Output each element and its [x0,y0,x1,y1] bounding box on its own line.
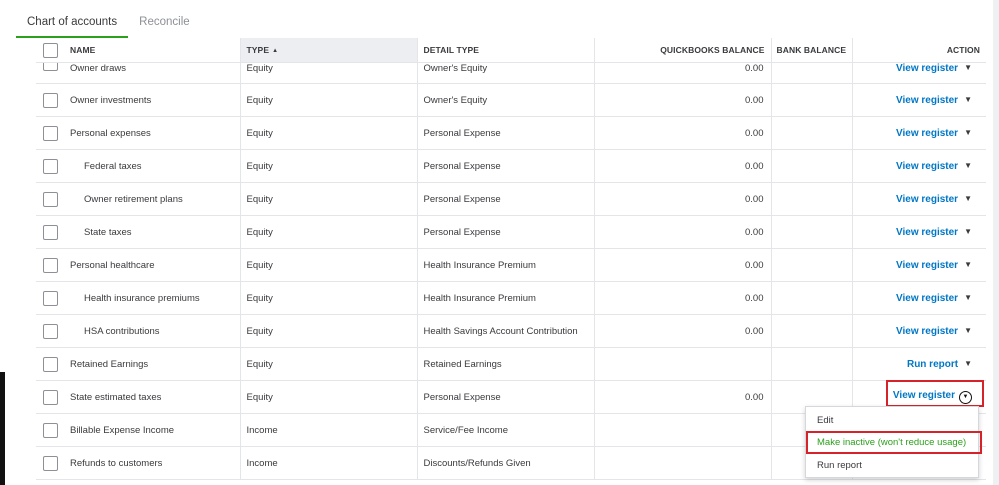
column-header-name[interactable]: NAME [64,38,240,63]
caret-down-icon[interactable]: ▼ [964,292,972,302]
column-header-detail-type[interactable]: DETAIL TYPE [417,38,594,63]
account-detail-type: Owner's Equity [417,84,594,117]
table-row [36,282,986,315]
quickbooks-balance: 0.00 [594,216,771,249]
action-cell [852,150,986,183]
bank-balance [771,183,852,216]
row-checkbox[interactable] [43,423,58,438]
table-row [36,216,986,249]
column-header-quickbooks-balance[interactable]: QUICKBOOKS BALANCE [594,38,771,63]
quickbooks-balance [594,348,771,381]
tab-chart-of-accounts[interactable]: Chart of accounts [16,0,128,38]
action-cell [852,348,986,381]
account-detail-type: Personal Expense [417,381,594,414]
caret-down-icon[interactable]: ▼ [964,63,972,72]
view-register-link[interactable]: View register [896,193,959,205]
view-register-link[interactable]: View register [896,292,959,304]
view-register-link[interactable]: View register [896,325,959,337]
bank-balance [771,315,852,348]
account-name: Personal expenses [64,117,240,150]
account-type: Equity [240,216,417,249]
table-header-row [36,38,986,63]
account-name: State estimated taxes [64,381,240,414]
account-name: Owner draws [64,63,240,84]
quickbooks-balance: 0.00 [594,381,771,414]
row-checkbox[interactable] [43,357,58,372]
action-cell [852,63,986,84]
account-detail-type: Personal Expense [417,216,594,249]
select-all-cell [36,38,64,63]
bank-balance [771,282,852,315]
account-name: State taxes [64,216,240,249]
row-checkbox[interactable] [43,324,58,339]
quickbooks-balance: 0.00 [594,282,771,315]
row-checkbox[interactable] [43,456,58,471]
action-cell [852,249,986,282]
quickbooks-balance [594,447,771,480]
account-type: Income [240,447,417,480]
caret-down-icon[interactable]: ▼ [964,358,972,368]
table-row [36,63,986,84]
left-edge-strip [0,372,5,485]
account-type: Equity [240,63,417,84]
view-register-link[interactable]: View register [896,94,959,106]
account-type: Income [240,414,417,447]
row-checkbox[interactable] [43,291,58,306]
account-type: Equity [240,150,417,183]
account-name: Personal healthcare [64,249,240,282]
table-row [36,117,986,150]
caret-down-icon[interactable]: ▼ [964,325,972,335]
caret-down-icon[interactable]: ▼ [964,193,972,203]
account-name: Billable Expense Income [64,414,240,447]
bank-balance [771,150,852,183]
row-checkbox[interactable] [43,93,58,108]
action-cell [852,282,986,315]
account-detail-type: Retained Earnings [417,348,594,381]
action-cell [852,216,986,249]
table-row [36,84,986,117]
column-header-bank-balance[interactable]: BANK BALANCE [771,38,852,63]
view-register-link[interactable]: View register [896,160,959,172]
caret-down-icon[interactable]: ▼ [964,259,972,269]
action-cell [852,315,986,348]
quickbooks-balance: 0.00 [594,117,771,150]
bank-balance [771,348,852,381]
view-register-link[interactable]: View register [896,259,959,271]
table-row [36,183,986,216]
table-row [36,249,986,282]
caret-down-circle-icon[interactable]: ▼ [959,391,972,404]
menu-item-run-report[interactable]: Run report [817,460,862,471]
bank-balance [771,117,852,150]
account-detail-type: Health Insurance Premium [417,249,594,282]
row-checkbox[interactable] [43,126,58,141]
sort-ascending-icon: ▲ [272,48,279,54]
account-type: Equity [240,348,417,381]
account-type: Equity [240,117,417,150]
account-type: Equity [240,84,417,117]
bank-balance [771,63,852,84]
view-register-link[interactable]: View register [896,127,959,139]
view-register-link[interactable]: View register [896,63,959,74]
account-name: Retained Earnings [64,348,240,381]
table-row [36,348,986,381]
caret-down-icon[interactable]: ▼ [964,226,972,236]
bank-balance [771,249,852,282]
row-checkbox[interactable] [43,225,58,240]
account-detail-type: Health Insurance Premium [417,282,594,315]
action-cell [852,117,986,150]
row-checkbox[interactable] [43,63,58,72]
quickbooks-balance: 0.00 [594,183,771,216]
quickbooks-balance: 0.00 [594,249,771,282]
tab-bar [16,0,201,38]
account-type: Equity [240,315,417,348]
account-detail-type: Personal Expense [417,150,594,183]
action-cell [852,84,986,117]
account-type: Equity [240,282,417,315]
row-checkbox[interactable] [43,192,58,207]
view-register-highlight [886,380,984,407]
account-name: Health insurance premiums [64,282,240,315]
run-report-link[interactable]: Run report [906,358,959,370]
make-inactive-highlight [806,431,982,454]
caret-down-icon[interactable]: ▼ [964,94,972,104]
row-checkbox[interactable] [43,258,58,273]
quickbooks-balance [594,414,771,447]
account-detail-type: Health Savings Account Contribution [417,315,594,348]
row-checkbox[interactable] [43,159,58,174]
account-type: Equity [240,381,417,414]
caret-down-icon[interactable]: ▼ [964,127,972,137]
view-register-link[interactable]: View register [896,226,959,238]
menu-item-edit[interactable]: Edit [817,415,834,426]
account-detail-type: Personal Expense [417,117,594,150]
tab-reconcile[interactable]: Reconcile [139,16,190,28]
account-type: Equity [240,183,417,216]
quickbooks-balance: 0.00 [594,150,771,183]
quickbooks-balance: 0.00 [594,84,771,117]
menu-item-make-inactive[interactable]: Make inactive (won't reduce usage) [817,437,967,448]
account-name: Refunds to customers [64,447,240,480]
page-scrollbar-track[interactable] [993,0,999,485]
quickbooks-balance: 0.00 [594,63,771,84]
account-name: Owner investments [64,84,240,117]
account-name: Federal taxes [64,150,240,183]
quickbooks-balance: 0.00 [594,315,771,348]
column-header-action: ACTION [852,38,986,63]
account-detail-type: Personal Expense [417,183,594,216]
action-cell [852,183,986,216]
account-detail-type: Service/Fee Income [417,414,594,447]
account-type: Equity [240,249,417,282]
view-register-link[interactable]: View register [892,390,955,402]
caret-down-icon[interactable]: ▼ [964,160,972,170]
account-detail-type: Discounts/Refunds Given [417,447,594,480]
column-header-type[interactable]: TYPE ▲ [240,38,417,63]
account-name: Owner retirement plans [64,183,240,216]
table-row [36,315,986,348]
account-detail-type: Owner's Equity [417,63,594,84]
table-row [36,150,986,183]
select-all-checkbox[interactable] [43,43,58,58]
bank-balance [771,216,852,249]
row-checkbox[interactable] [43,390,58,405]
bank-balance [771,84,852,117]
account-name: HSA contributions [64,315,240,348]
